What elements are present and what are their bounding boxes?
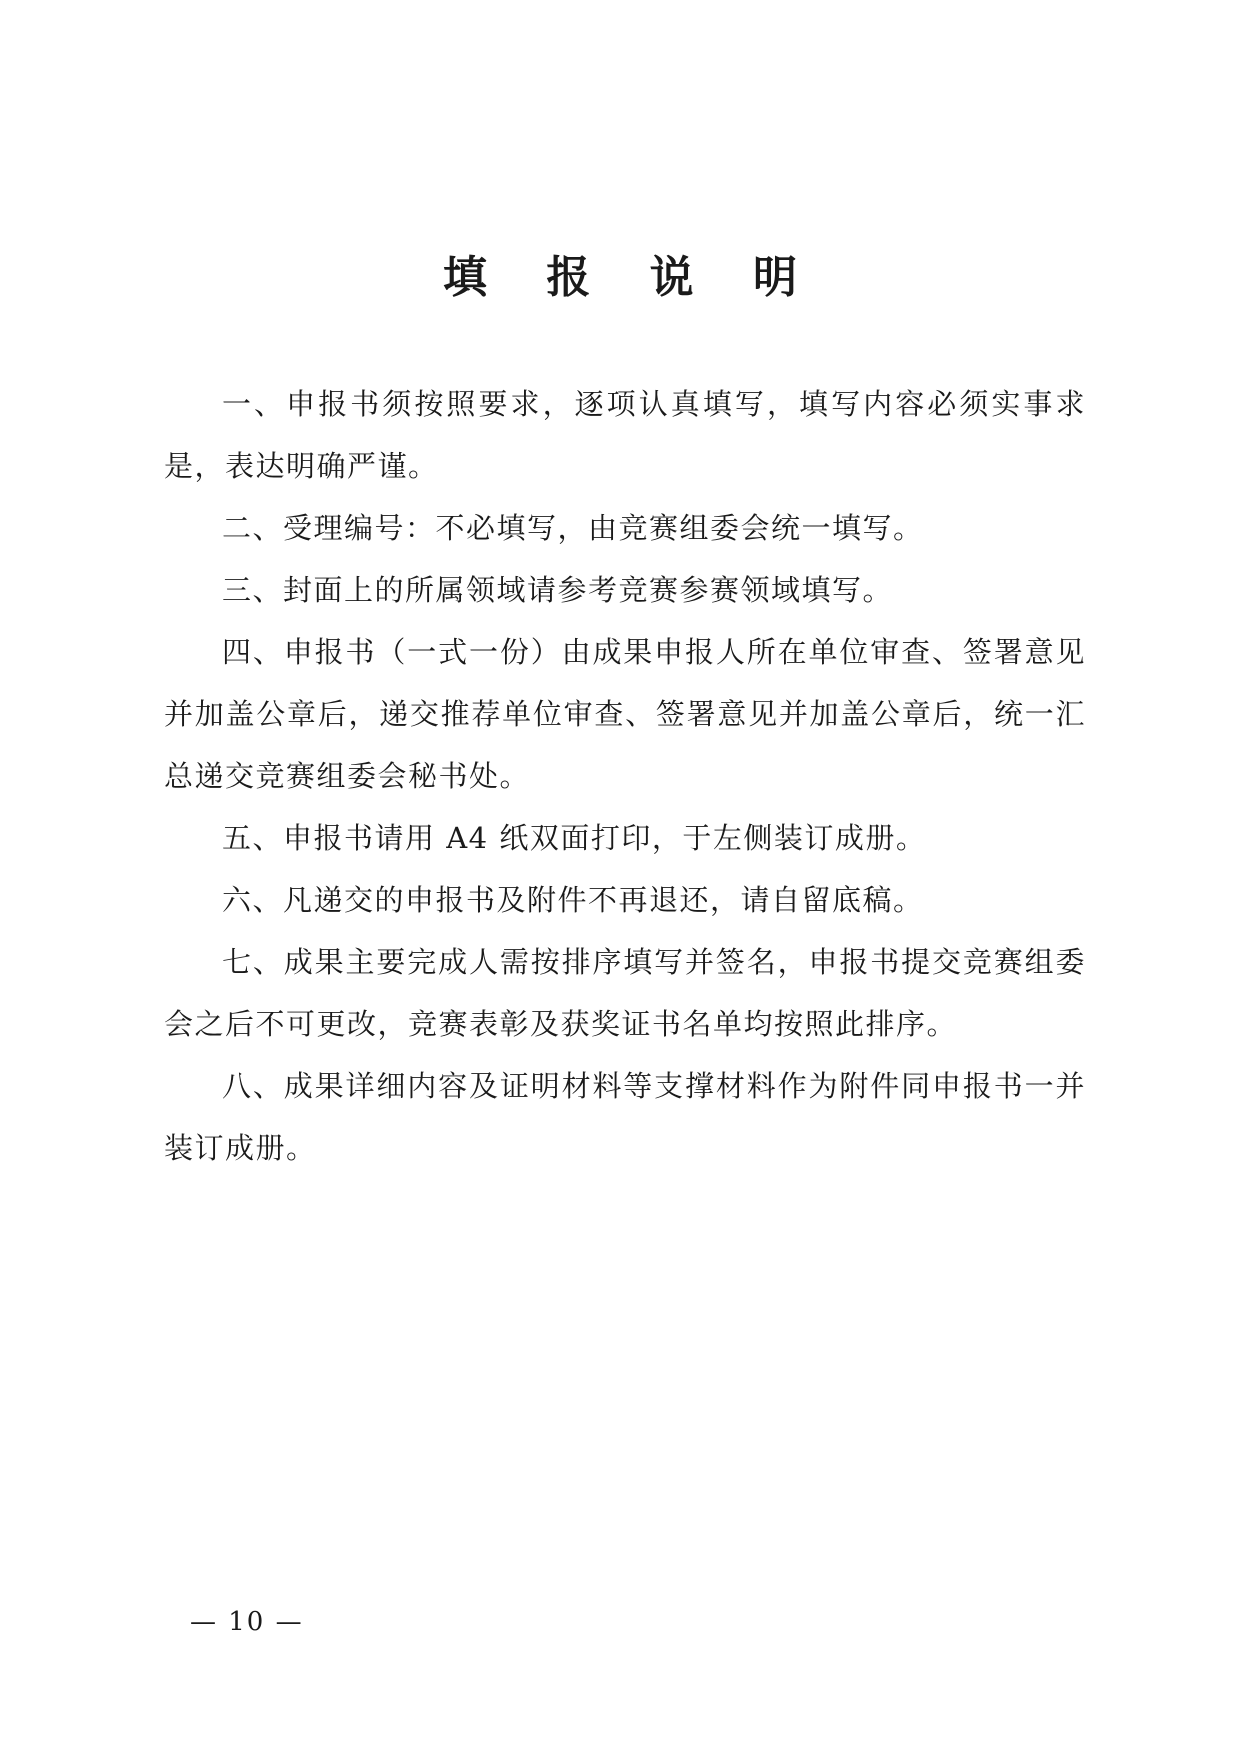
instruction-paragraph-3: 三、封面上的所属领域请参考竞赛参赛领域填写。 bbox=[222, 573, 894, 607]
page-number: — 10 — bbox=[190, 1607, 304, 1637]
instruction-paragraph-4: 四、申报书（一式一份）由成果申报人所在单位审查、签署意见并加盖公章后，递交推荐单位审查、签署意见并加盖公章后，统一汇总递交竞赛组委会秘书处。 bbox=[164, 635, 1086, 793]
instruction-paragraph-7: 七、成果主要完成人需按排序填写并签名，申报书提交竞赛组委会之后不可更改，竞赛表彰及获奖证书名单均按照此排序。 bbox=[164, 945, 1086, 1041]
page-title: 填 报 说 明 bbox=[443, 252, 819, 303]
instruction-paragraph-6: 六、凡递交的申报书及附件不再退还，请自留底稿。 bbox=[222, 883, 924, 917]
instruction-paragraph-8: 八、成果详细内容及证明材料等支撑材料作为附件同申报书一并装订成册。 bbox=[164, 1069, 1086, 1165]
instructions-body bbox=[164, 373, 1086, 1179]
instruction-paragraph-2: 二、受理编号：不必填写，由竞赛组委会统一填写。 bbox=[222, 511, 924, 545]
instruction-paragraph-5: 五、申报书请用 A4 纸双面打印，于左侧装订成册。 bbox=[222, 821, 927, 855]
instruction-paragraph-1: 一、申报书须按照要求，逐项认真填写，填写内容必须实事求是，表达明确严谨。 bbox=[164, 387, 1086, 483]
